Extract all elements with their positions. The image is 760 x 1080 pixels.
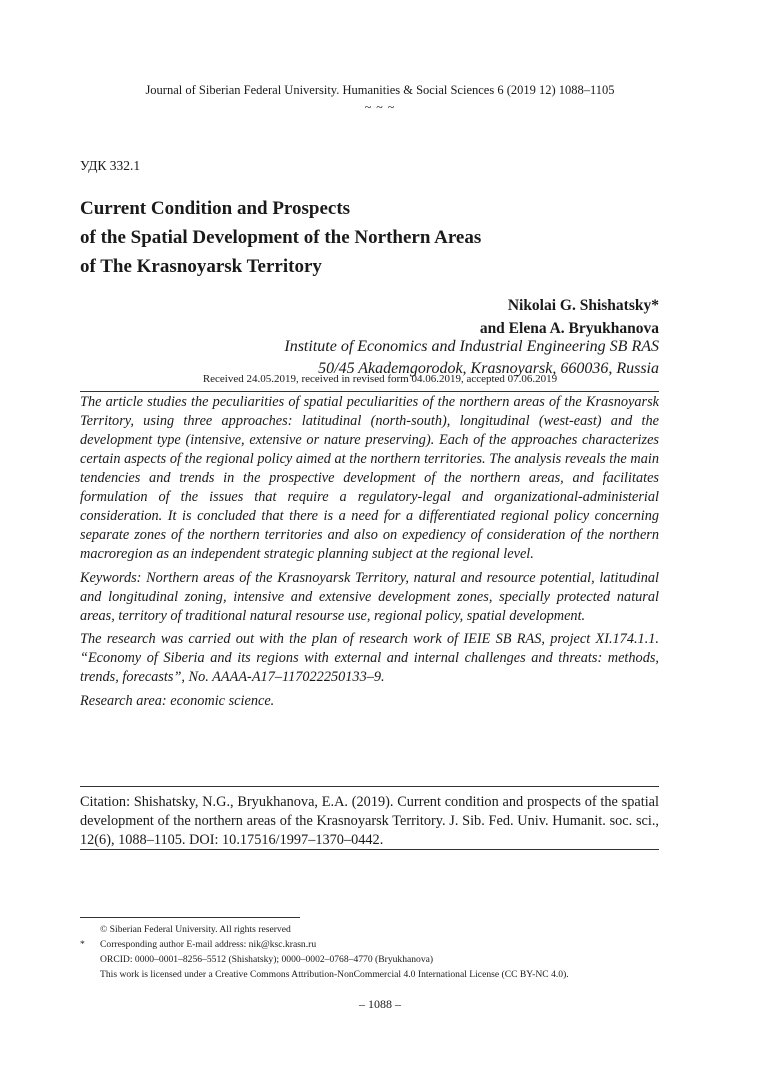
footnote-divider (80, 917, 300, 918)
top-divider (80, 391, 659, 392)
citation-text: Citation: Shishatsky, N.G., Bryukhanova, E.A. (2019). Current condition and prospects of the spatial development of the northern areas of the Krasnoyarsk Territory. J. Sib. Fed. Univ. Humanit. soc. sci., 12(6), 1088–1105. DOI: 10.17516/1997–1370–0442. (80, 794, 659, 848)
funding-text: The research was carried out with the plan of research work of IEIE SB RAS, project XI.174.1.1. “Economy of Siberia and its regions with external and internal challenges and threats: methods, trends, forecasts”, No. AAAA-A17–117022250133–9. (80, 631, 659, 685)
footnote-star: * (80, 939, 85, 950)
affiliation-address: 50/45 Akademgorodok, Krasnoyarsk, 660036, Russia (318, 360, 659, 377)
footnote-corresponding: Corresponding author E-mail address: nik@ksc.krasn.ru (100, 939, 317, 950)
footnote-copyright: © Siberian Federal University. All rights reserved (100, 924, 291, 935)
article-title (80, 194, 481, 281)
journal-header: Journal of Siberian Federal University. Humanities & Social Sciences 6 (2019 12) 1088–1105 (145, 83, 615, 97)
received-dates: Received 24.05.2019, received in revised form 04.06.2019, accepted 07.06.2019 (202, 373, 558, 385)
authors (480, 294, 659, 340)
citation-top-divider (80, 786, 659, 787)
footnote-corresponding-row (80, 937, 680, 952)
footnotes (80, 922, 680, 982)
citation-bottom-divider (80, 849, 659, 850)
research-area-text: Research area: economic science. (80, 692, 275, 709)
author-line-1: Nikolai G. Shishatsky* (507, 297, 659, 314)
title-line-1: Current Condition and Prospects (80, 198, 351, 219)
footnote-orcid: ORCID: 0000–0001–8256–5512 (Shishatsky); 0000–0002–0768–4770 (Bryukhanova) (100, 954, 434, 965)
footnote-orcid-row (80, 952, 680, 967)
abstract-block (80, 393, 659, 715)
header-separator: ~ ~ ~ (364, 100, 396, 114)
author-line-2: and Elena A. Bryukhanova (479, 320, 659, 337)
footnote-copyright-row (80, 922, 680, 937)
udk-code: УДК 332.1 (80, 158, 141, 173)
keywords-text: Keywords: Northern areas of the Krasnoyarsk Territory, natural and resource potential, latitudinal and longitudinal zoning, intensive and extensive development zones, specially protected natural areas, territory of traditional natural resourse use, regional policy, spatial development. (80, 569, 659, 624)
affiliation-institute: Institute of Economics and Industrial Engineering SB RAS (284, 338, 659, 355)
footnote-license: This work is licensed under a Creative Commons Attribution-NonCommercial 4.0 International License (CC BY-NC 4.0). (100, 969, 569, 980)
title-line-2: of the Spatial Development of the Northern Areas (80, 227, 482, 248)
footnote-license-row (80, 967, 680, 982)
abstract-text: The article studies the peculiarities of spatial peculiarities of the northern areas of the Krasnoyarsk Territory, using three approaches: latitudinal (north-south), longitudinal (west-east) and the development type (intensive, extensive or nature preserving). Each of the approaches characterizes certain aspects of the regional policy aimed at the northern territories. The analysis reveals the main tendencies and trends in the prospective development of the northern areas, and facilitates formulation of the issues that require a regulatory-legal and organizational-administerial consideration. It is concluded that there is a need for a differentiated regional policy concerning separate zones of the northern territories and also on expediency of consideration of the northern macroregion as an independent strategic planning subject at the regional level. (80, 394, 659, 562)
page-number: – 1088 – (359, 997, 401, 1011)
title-line-3: of The Krasnoyarsk Territory (80, 256, 322, 277)
